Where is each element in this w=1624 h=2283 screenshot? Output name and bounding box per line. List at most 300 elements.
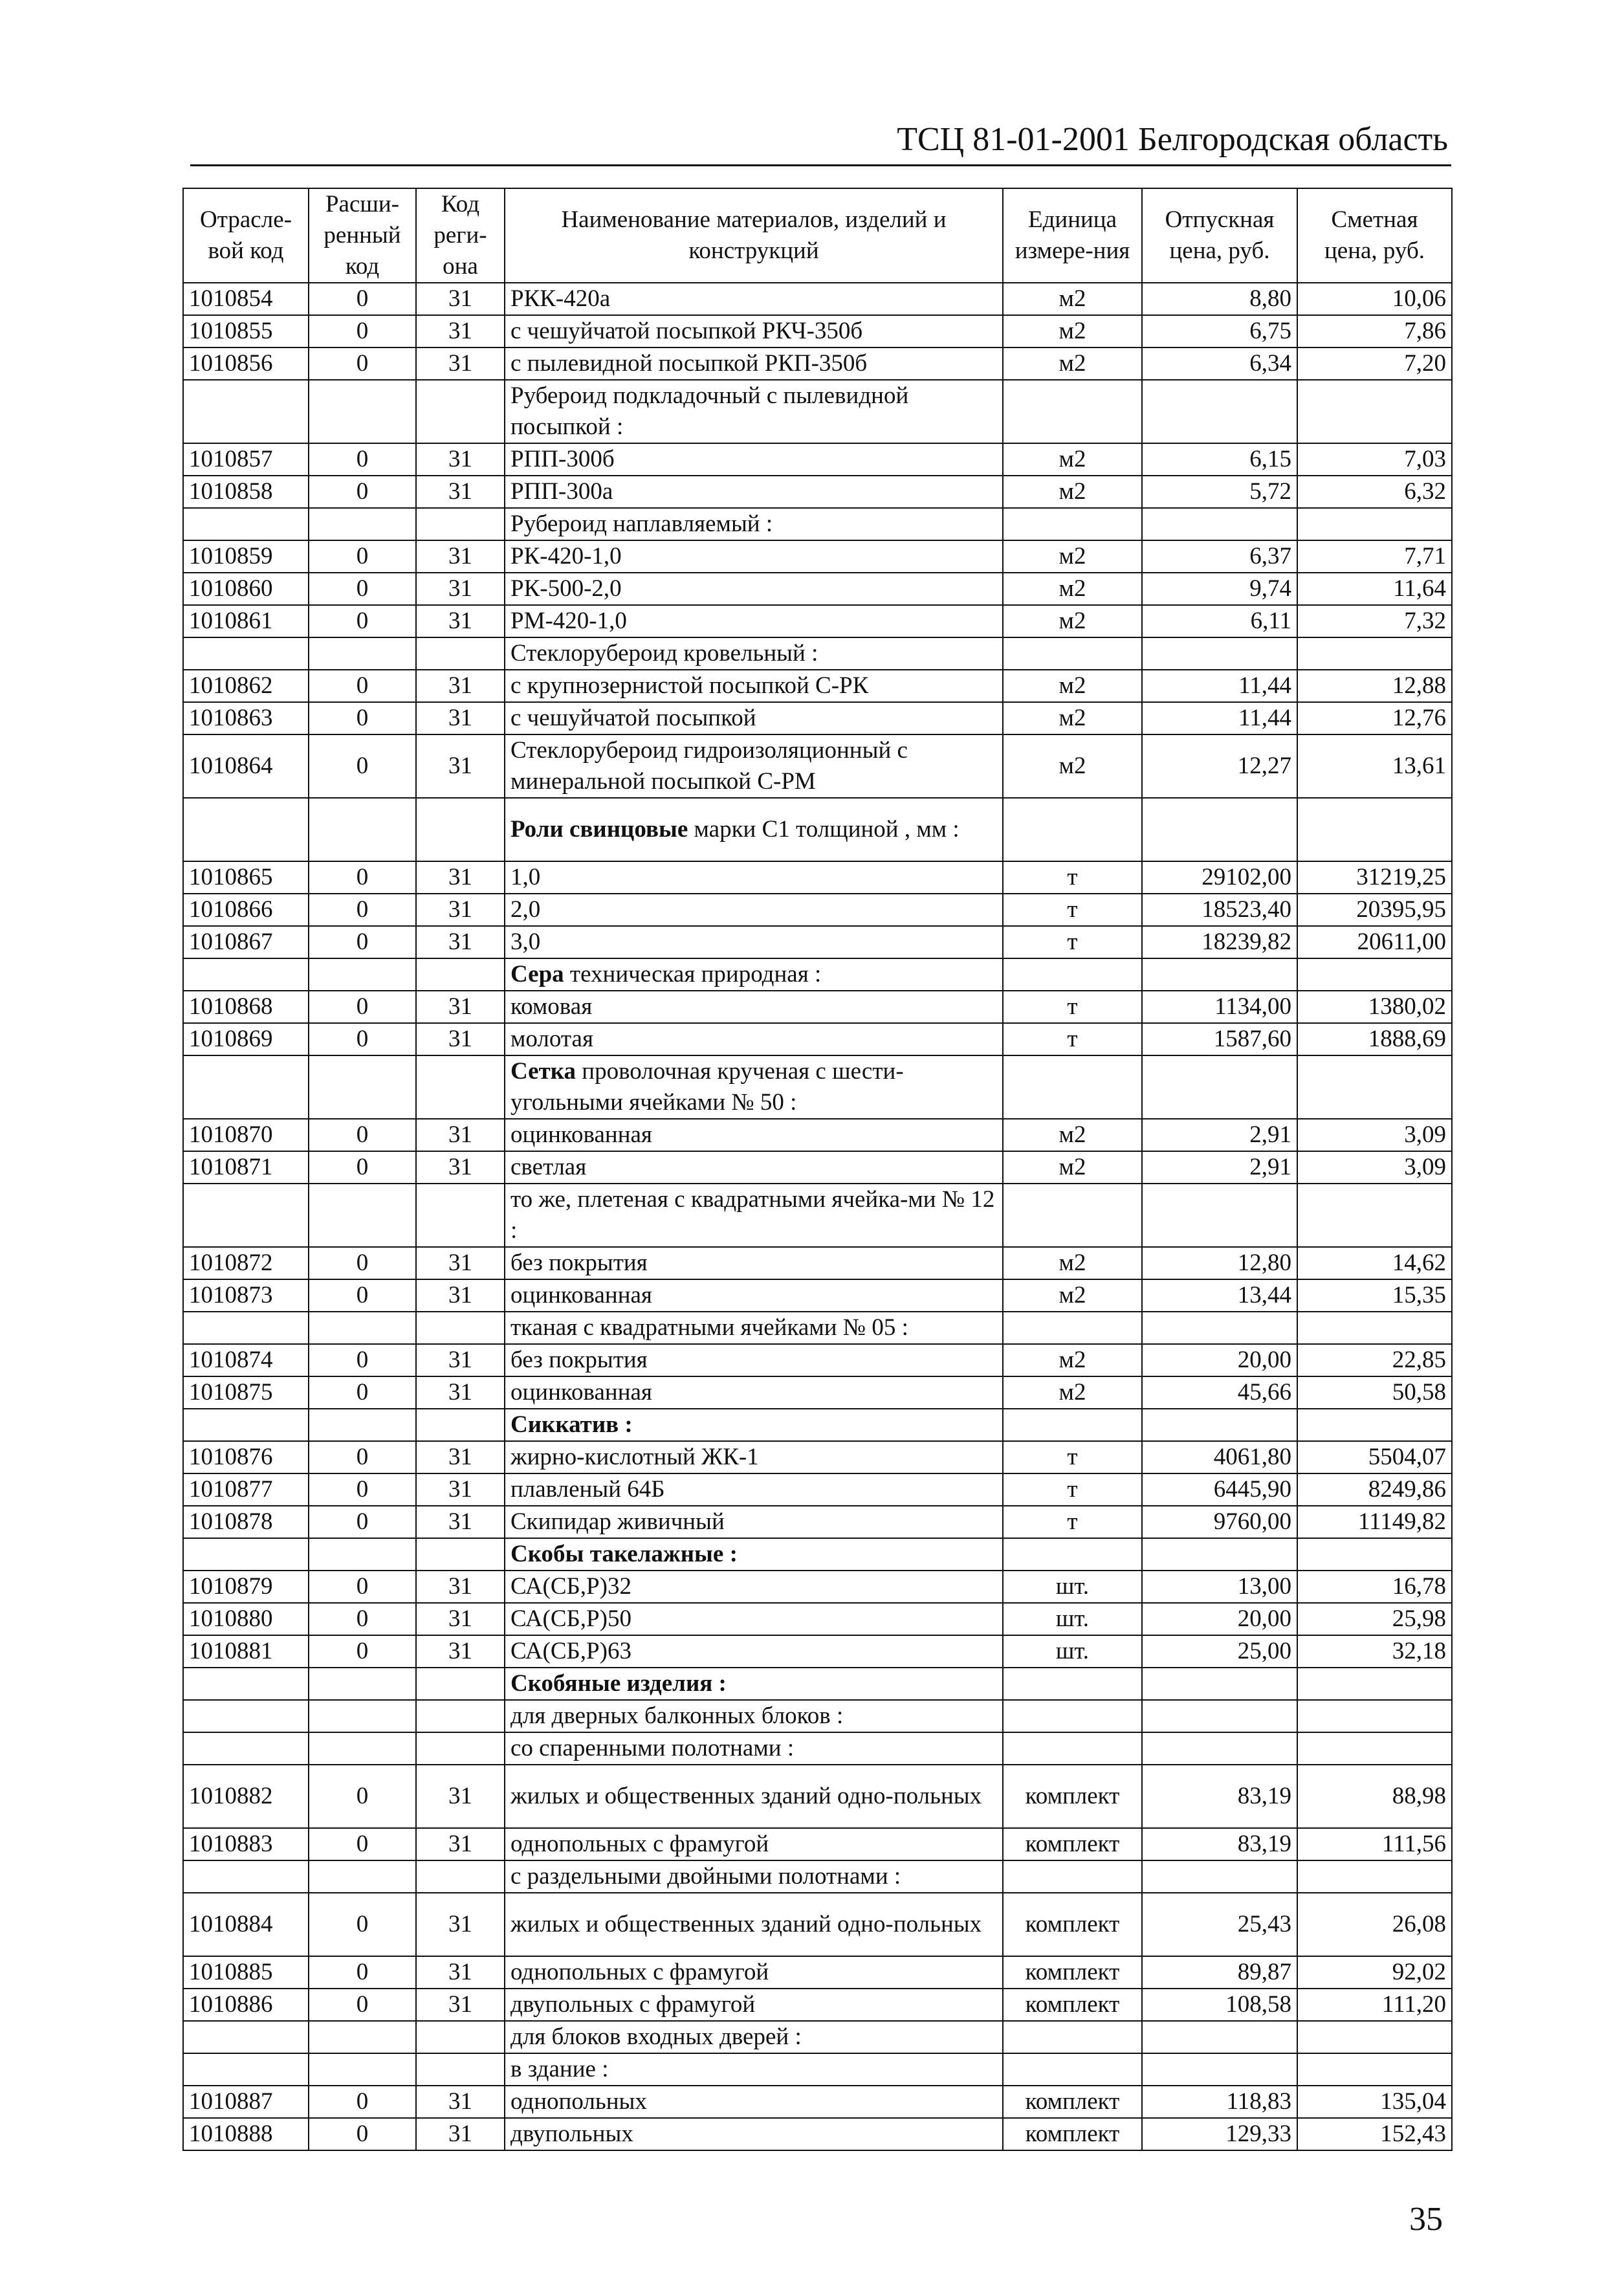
- cell-unit: шт.: [1003, 1603, 1142, 1635]
- cell-name: [505, 540, 1003, 573]
- cell-region-code: [416, 508, 505, 540]
- header-release-price: Отпускная цена, руб.: [1142, 188, 1297, 283]
- cell-estimate-price: 3,09: [1297, 1151, 1452, 1184]
- cell-unit: комплект: [1003, 1956, 1142, 1989]
- cell-estimate-price: 12,76: [1297, 702, 1452, 734]
- cell-region-code: [416, 1312, 505, 1344]
- cell-release-price: 1587,60: [1142, 1023, 1297, 1055]
- cell-estimate-price: [1297, 508, 1452, 540]
- cell-region-code: 31: [416, 1023, 505, 1055]
- item-name: жилых и общественных зданий одно-польных: [510, 1783, 982, 1809]
- cell-estimate-price: [1297, 637, 1452, 670]
- cell-name: [505, 1376, 1003, 1409]
- cell-region-code: 31: [416, 573, 505, 605]
- cell-unit: [1003, 2053, 1142, 2086]
- cell-region-code: 31: [416, 347, 505, 380]
- cell-name: [505, 1023, 1003, 1055]
- cell-unit: т: [1003, 861, 1142, 894]
- table-row: [183, 1151, 1452, 1184]
- cell-region-code: [416, 1700, 505, 1732]
- table-row: [183, 2118, 1452, 2150]
- item-name: СА(СБ,Р)63: [510, 1638, 631, 1664]
- cell-code: 1010867: [183, 926, 309, 958]
- cell-ext-code: 0: [309, 861, 416, 894]
- cell-estimate-price: 7,86: [1297, 315, 1452, 347]
- cell-release-price: 89,87: [1142, 1956, 1297, 1989]
- cell-ext-code: [309, 958, 416, 991]
- cell-code: 1010881: [183, 1635, 309, 1668]
- item-name: марки С1 толщиной , мм :: [688, 816, 960, 843]
- cell-unit: м2: [1003, 283, 1142, 315]
- cell-unit: т: [1003, 1506, 1142, 1538]
- cell-estimate-price: 20395,95: [1297, 894, 1452, 926]
- item-name: без покрытия: [510, 1250, 648, 1276]
- cell-unit: м2: [1003, 1344, 1142, 1376]
- group-heading-row: [183, 1668, 1452, 1700]
- cell-name: [505, 1538, 1003, 1571]
- cell-region-code: 31: [416, 991, 505, 1023]
- cell-estimate-price: 152,43: [1297, 2118, 1452, 2150]
- cell-unit: комплект: [1003, 1765, 1142, 1828]
- cell-code: 1010863: [183, 702, 309, 734]
- cell-release-price: [1142, 2021, 1297, 2053]
- cell-release-price: 12,27: [1142, 734, 1297, 798]
- cell-release-price: [1142, 1732, 1297, 1765]
- item-name: с пылевидной посыпкой РКП-350б: [510, 350, 868, 377]
- cell-name: [505, 2053, 1003, 2086]
- header-region-code: Код реги-она: [416, 188, 505, 283]
- cell-code: 1010857: [183, 443, 309, 476]
- cell-code: [183, 1409, 309, 1441]
- cell-estimate-price: 6,32: [1297, 476, 1452, 508]
- cell-release-price: 2,91: [1142, 1151, 1297, 1184]
- cell-release-price: 6,34: [1142, 347, 1297, 380]
- cell-estimate-price: 7,32: [1297, 605, 1452, 637]
- cell-estimate-price: 135,04: [1297, 2086, 1452, 2118]
- cell-region-code: 31: [416, 734, 505, 798]
- cell-name: [505, 926, 1003, 958]
- page-header-title: ТСЦ 81-01-2001 Белгородская область: [897, 121, 1448, 158]
- table-row: [183, 315, 1452, 347]
- cell-region-code: 31: [416, 605, 505, 637]
- cell-unit: [1003, 1700, 1142, 1732]
- cell-code: [183, 1700, 309, 1732]
- cell-code: 1010887: [183, 2086, 309, 2118]
- cell-name: [505, 1956, 1003, 1989]
- cell-release-price: 83,19: [1142, 1765, 1297, 1828]
- cell-name: [505, 670, 1003, 702]
- cell-name: [505, 991, 1003, 1023]
- cell-name: [505, 573, 1003, 605]
- cell-estimate-price: [1297, 380, 1452, 443]
- cell-name: [505, 1247, 1003, 1279]
- cell-ext-code: [309, 1055, 416, 1119]
- cell-estimate-price: 1888,69: [1297, 1023, 1452, 1055]
- cell-ext-code: [309, 2021, 416, 2053]
- cell-estimate-price: 25,98: [1297, 1603, 1452, 1635]
- cell-release-price: 9760,00: [1142, 1506, 1297, 1538]
- item-name: в здание :: [510, 2056, 609, 2082]
- item-name: однопольных с фрамугой: [510, 1831, 769, 1857]
- cell-code: [183, 637, 309, 670]
- cell-region-code: [416, 1860, 505, 1893]
- cell-region-code: 31: [416, 1279, 505, 1312]
- cell-code: 1010868: [183, 991, 309, 1023]
- table-row: [183, 1376, 1452, 1409]
- cell-code: 1010885: [183, 1956, 309, 1989]
- cell-name: [505, 1506, 1003, 1538]
- item-name: для блоков входных дверей :: [510, 2024, 802, 2050]
- group-heading-row: [183, 380, 1452, 443]
- cell-estimate-price: [1297, 2053, 1452, 2086]
- item-name: Стеклорубероид гидроизоляционный с минеральной посыпкой С-РМ: [510, 737, 908, 795]
- cell-ext-code: 0: [309, 1765, 416, 1828]
- cell-ext-code: 0: [309, 894, 416, 926]
- cell-code: 1010866: [183, 894, 309, 926]
- table-row: [183, 1765, 1452, 1828]
- cell-ext-code: 0: [309, 315, 416, 347]
- cell-ext-code: [309, 637, 416, 670]
- group-title: Сиккатив :: [510, 1411, 633, 1438]
- cell-unit: м2: [1003, 605, 1142, 637]
- cell-region-code: 31: [416, 1376, 505, 1409]
- cell-estimate-price: [1297, 1184, 1452, 1247]
- cell-code: [183, 958, 309, 991]
- cell-code: 1010869: [183, 1023, 309, 1055]
- cell-code: 1010856: [183, 347, 309, 380]
- cell-ext-code: 0: [309, 540, 416, 573]
- cell-region-code: 31: [416, 2118, 505, 2150]
- cell-ext-code: 0: [309, 1151, 416, 1184]
- group-heading-row: [183, 1409, 1452, 1441]
- cell-region-code: 31: [416, 283, 505, 315]
- cell-ext-code: 0: [309, 1603, 416, 1635]
- cell-release-price: [1142, 1184, 1297, 1247]
- cell-release-price: 6,11: [1142, 605, 1297, 637]
- cell-code: 1010859: [183, 540, 309, 573]
- cell-unit: т: [1003, 1473, 1142, 1506]
- group-heading-row: [183, 958, 1452, 991]
- cell-ext-code: 0: [309, 1506, 416, 1538]
- table-row: [183, 1828, 1452, 1860]
- table-row: [183, 283, 1452, 315]
- cell-region-code: 31: [416, 1765, 505, 1828]
- cell-region-code: 31: [416, 2086, 505, 2118]
- header-unit: Единица измере-ния: [1003, 188, 1142, 283]
- table-row: [183, 1247, 1452, 1279]
- cell-code: [183, 1055, 309, 1119]
- cell-unit: м2: [1003, 1119, 1142, 1151]
- cell-estimate-price: 13,61: [1297, 734, 1452, 798]
- cell-name: [505, 380, 1003, 443]
- cell-region-code: 31: [416, 1828, 505, 1860]
- cell-estimate-price: 26,08: [1297, 1893, 1452, 1956]
- item-name: РК-500-2,0: [510, 575, 622, 602]
- cell-name: [505, 1441, 1003, 1473]
- cell-ext-code: 0: [309, 2086, 416, 2118]
- cell-estimate-price: [1297, 958, 1452, 991]
- cell-code: 1010878: [183, 1506, 309, 1538]
- cell-unit: комплект: [1003, 2118, 1142, 2150]
- cell-unit: т: [1003, 991, 1142, 1023]
- cell-name: [505, 1989, 1003, 2021]
- cell-name: [505, 958, 1003, 991]
- cell-ext-code: 0: [309, 1635, 416, 1668]
- cell-unit: [1003, 380, 1142, 443]
- cell-unit: [1003, 508, 1142, 540]
- cell-region-code: 31: [416, 443, 505, 476]
- cell-release-price: 20,00: [1142, 1603, 1297, 1635]
- cell-ext-code: 0: [309, 1119, 416, 1151]
- cell-release-price: [1142, 2053, 1297, 2086]
- cell-name: [505, 798, 1003, 861]
- cell-estimate-price: [1297, 1860, 1452, 1893]
- cell-unit: м2: [1003, 315, 1142, 347]
- cell-code: 1010871: [183, 1151, 309, 1184]
- item-name: с чешуйчатой посыпкой РКЧ-350б: [510, 318, 863, 344]
- cell-name: [505, 1635, 1003, 1668]
- cell-release-price: 118,83: [1142, 2086, 1297, 2118]
- group-title: Роли свинцовые: [510, 816, 688, 843]
- item-name: для дверных балконных блоков :: [510, 1703, 844, 1729]
- item-name: РМ-420-1,0: [510, 608, 627, 634]
- cell-code: [183, 1312, 309, 1344]
- cell-unit: м2: [1003, 347, 1142, 380]
- table-row: [183, 1571, 1452, 1603]
- cell-ext-code: 0: [309, 1441, 416, 1473]
- cell-release-price: 6,37: [1142, 540, 1297, 573]
- cell-region-code: [416, 2053, 505, 2086]
- cell-unit: комплект: [1003, 1989, 1142, 2021]
- item-name: двупольных с фрамугой: [510, 1991, 756, 2018]
- item-name: СА(СБ,Р)32: [510, 1573, 631, 1600]
- cell-unit: м2: [1003, 1247, 1142, 1279]
- cell-code: [183, 1668, 309, 1700]
- cell-release-price: 2,91: [1142, 1119, 1297, 1151]
- cell-estimate-price: [1297, 1538, 1452, 1571]
- cell-release-price: 5,72: [1142, 476, 1297, 508]
- cell-estimate-price: 12,88: [1297, 670, 1452, 702]
- cell-release-price: 129,33: [1142, 2118, 1297, 2150]
- cell-code: 1010861: [183, 605, 309, 637]
- cell-release-price: 20,00: [1142, 1344, 1297, 1376]
- cell-code: [183, 1732, 309, 1765]
- cell-name: [505, 1668, 1003, 1700]
- cell-unit: м2: [1003, 1279, 1142, 1312]
- table-row: [183, 605, 1452, 637]
- cell-release-price: 83,19: [1142, 1828, 1297, 1860]
- cell-ext-code: 0: [309, 476, 416, 508]
- table-row: [183, 734, 1452, 798]
- cell-code: 1010864: [183, 734, 309, 798]
- cell-ext-code: [309, 1312, 416, 1344]
- price-table: [182, 188, 1453, 2151]
- cell-ext-code: 0: [309, 573, 416, 605]
- cell-name: [505, 1860, 1003, 1893]
- cell-ext-code: 0: [309, 670, 416, 702]
- cell-estimate-price: [1297, 1409, 1452, 1441]
- table-row: [183, 540, 1452, 573]
- item-name: с раздельными двойными полотнами :: [510, 1863, 901, 1890]
- cell-release-price: 13,44: [1142, 1279, 1297, 1312]
- cell-ext-code: 0: [309, 734, 416, 798]
- cell-release-price: [1142, 1409, 1297, 1441]
- cell-estimate-price: 22,85: [1297, 1344, 1452, 1376]
- cell-name: [505, 894, 1003, 926]
- cell-region-code: [416, 798, 505, 861]
- cell-ext-code: 0: [309, 1279, 416, 1312]
- cell-ext-code: 0: [309, 991, 416, 1023]
- cell-unit: м2: [1003, 1376, 1142, 1409]
- cell-name: [505, 1151, 1003, 1184]
- cell-unit: м2: [1003, 573, 1142, 605]
- item-name: жирно-кислотный ЖК-1: [510, 1444, 759, 1470]
- cell-unit: м2: [1003, 476, 1142, 508]
- cell-estimate-price: 14,62: [1297, 1247, 1452, 1279]
- cell-code: [183, 1538, 309, 1571]
- cell-release-price: 9,74: [1142, 573, 1297, 605]
- cell-code: 1010882: [183, 1765, 309, 1828]
- cell-region-code: 31: [416, 540, 505, 573]
- cell-code: 1010875: [183, 1376, 309, 1409]
- cell-name: [505, 734, 1003, 798]
- table-row: [183, 1023, 1452, 1055]
- item-name: однопольных с фрамугой: [510, 1959, 769, 1985]
- cell-name: [505, 1344, 1003, 1376]
- cell-unit: [1003, 2021, 1142, 2053]
- item-name: комовая: [510, 993, 593, 1020]
- cell-name: [505, 1055, 1003, 1119]
- cell-ext-code: 0: [309, 1571, 416, 1603]
- group-title: Сетка: [510, 1058, 576, 1085]
- item-name: Стеклорубероид кровельный :: [510, 640, 818, 667]
- cell-unit: [1003, 1732, 1142, 1765]
- cell-region-code: 31: [416, 1989, 505, 2021]
- page-number: 35: [1409, 2201, 1443, 2238]
- cell-unit: [1003, 1538, 1142, 1571]
- cell-unit: [1003, 1409, 1142, 1441]
- group-heading-row: [183, 508, 1452, 540]
- cell-release-price: [1142, 958, 1297, 991]
- cell-region-code: 31: [416, 1151, 505, 1184]
- group-heading-row: [183, 1055, 1452, 1119]
- cell-estimate-price: 11149,82: [1297, 1506, 1452, 1538]
- item-name: тканая с квадратными ячейками № 05 :: [510, 1314, 908, 1341]
- table-row: [183, 1279, 1452, 1312]
- cell-release-price: 6,15: [1142, 443, 1297, 476]
- cell-region-code: 31: [416, 1893, 505, 1956]
- cell-estimate-price: 7,03: [1297, 443, 1452, 476]
- cell-ext-code: 0: [309, 1344, 416, 1376]
- group-heading-row: [183, 1860, 1452, 1893]
- cell-release-price: 1134,00: [1142, 991, 1297, 1023]
- cell-name: [505, 861, 1003, 894]
- item-name: молотая: [510, 1026, 593, 1052]
- item-name: жилых и общественных зданий одно-польных: [510, 1911, 982, 1937]
- cell-name: [505, 2118, 1003, 2150]
- cell-release-price: 6445,90: [1142, 1473, 1297, 1506]
- cell-unit: м2: [1003, 1151, 1142, 1184]
- table-row: [183, 1441, 1452, 1473]
- item-name: РПП-300а: [510, 478, 613, 505]
- cell-estimate-price: 20611,00: [1297, 926, 1452, 958]
- group-heading-row: [183, 798, 1452, 861]
- group-title: Скобы такелажные :: [510, 1541, 738, 1567]
- cell-estimate-price: 8249,86: [1297, 1473, 1452, 1506]
- cell-release-price: 29102,00: [1142, 861, 1297, 894]
- header-ext-code: Расши-ренный код: [309, 188, 416, 283]
- cell-region-code: 31: [416, 1956, 505, 1989]
- table-row: [183, 894, 1452, 926]
- table-row: [183, 443, 1452, 476]
- item-name: со спаренными полотнами :: [510, 1735, 795, 1761]
- cell-estimate-price: [1297, 1732, 1452, 1765]
- cell-ext-code: 0: [309, 1956, 416, 1989]
- cell-estimate-price: [1297, 1668, 1452, 1700]
- cell-region-code: 31: [416, 894, 505, 926]
- group-heading-row: [183, 1700, 1452, 1732]
- cell-unit: [1003, 798, 1142, 861]
- cell-unit: комплект: [1003, 1828, 1142, 1860]
- cell-region-code: [416, 1668, 505, 1700]
- cell-release-price: 6,75: [1142, 315, 1297, 347]
- cell-unit: шт.: [1003, 1571, 1142, 1603]
- cell-name: [505, 1603, 1003, 1635]
- cell-estimate-price: 88,98: [1297, 1765, 1452, 1828]
- cell-estimate-price: [1297, 2021, 1452, 2053]
- cell-region-code: 31: [416, 1473, 505, 1506]
- group-heading-row: [183, 2021, 1452, 2053]
- cell-region-code: [416, 1732, 505, 1765]
- cell-region-code: [416, 1538, 505, 1571]
- cell-estimate-price: 111,56: [1297, 1828, 1452, 1860]
- cell-estimate-price: 3,09: [1297, 1119, 1452, 1151]
- cell-name: [505, 2021, 1003, 2053]
- cell-code: 1010862: [183, 670, 309, 702]
- cell-unit: т: [1003, 894, 1142, 926]
- cell-ext-code: 0: [309, 605, 416, 637]
- cell-code: [183, 798, 309, 861]
- cell-estimate-price: [1297, 1055, 1452, 1119]
- cell-ext-code: 0: [309, 283, 416, 315]
- cell-name: [505, 702, 1003, 734]
- cell-ext-code: 0: [309, 926, 416, 958]
- item-name: плавленый 64Б: [510, 1476, 665, 1503]
- cell-code: 1010865: [183, 861, 309, 894]
- cell-ext-code: 0: [309, 1473, 416, 1506]
- cell-unit: [1003, 958, 1142, 991]
- cell-name: [505, 347, 1003, 380]
- cell-region-code: [416, 637, 505, 670]
- cell-release-price: [1142, 1700, 1297, 1732]
- cell-estimate-price: [1297, 798, 1452, 861]
- group-heading-row: [183, 1538, 1452, 1571]
- cell-ext-code: 0: [309, 1023, 416, 1055]
- cell-name: [505, 1119, 1003, 1151]
- group-heading-row: [183, 1312, 1452, 1344]
- cell-name: [505, 443, 1003, 476]
- cell-ext-code: [309, 1184, 416, 1247]
- cell-code: 1010858: [183, 476, 309, 508]
- cell-name: [505, 1700, 1003, 1732]
- table-row: [183, 1506, 1452, 1538]
- table-row: [183, 1603, 1452, 1635]
- cell-code: 1010888: [183, 2118, 309, 2150]
- cell-ext-code: 0: [309, 443, 416, 476]
- item-name: оцинкованная: [510, 1121, 652, 1148]
- cell-unit: [1003, 1668, 1142, 1700]
- group-heading-row: [183, 2053, 1452, 2086]
